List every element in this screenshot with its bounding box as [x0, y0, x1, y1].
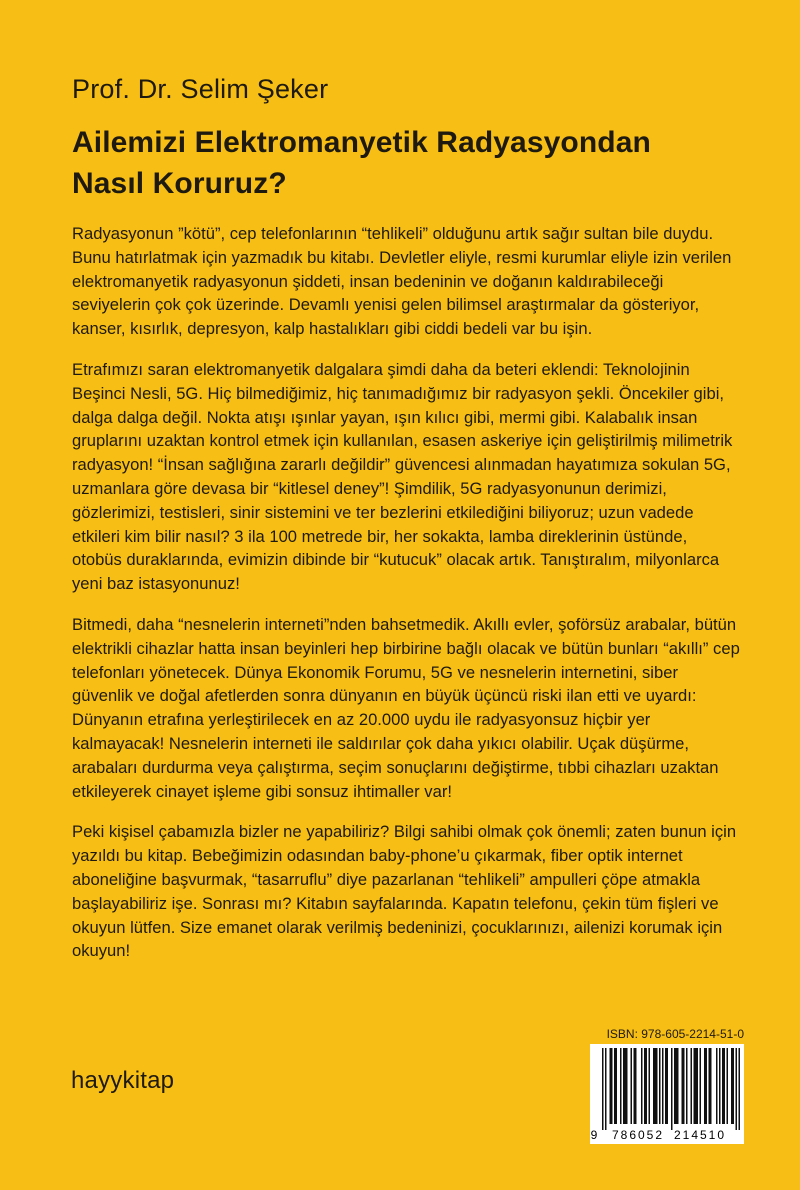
barcode-bar [677, 1048, 679, 1124]
blurb-paragraph-4: Peki kişisel çabamızla bizler ne yapabiliriz? Bilgi sahibi olmak çok önemli; zaten bunun için yazıldı bu kitap. Bebeğimizin odasından baby-phone’u çıkarmak, fiber optik internet aboneliğine başvurmak, “tasarruflu” diye pazarlanan “tehlikeli” ampulleri çöpe atmakla başlayabiliriz işe. Sonrası mı? Kitabın sayfalarında. Kapatın telefonu, çekin tüm fişleri ve okuyun lütfen. Size emanet olarak verilmiş bedeninizi, çocuklarınızı, ailenizi korumak için okuyun! [72, 822, 737, 961]
barcode-bar [653, 1048, 655, 1124]
back-cover-blurb [72, 222, 740, 980]
barcode-left-group: 786052 [611, 1128, 665, 1142]
barcode-right-group: 214510 [673, 1128, 727, 1142]
author-name: Prof. Dr. Selim Şeker [72, 74, 329, 104]
publisher-logo: hayykitap [71, 1067, 175, 1094]
barcode-bar [676, 1048, 678, 1124]
barcode-bar [649, 1048, 651, 1124]
barcode-bar [616, 1048, 618, 1124]
barcode-bar [671, 1048, 673, 1130]
barcode-bar [674, 1048, 676, 1124]
barcode-bar [733, 1048, 735, 1124]
barcode-bar [736, 1048, 738, 1130]
barcode-bar [644, 1048, 646, 1124]
barcode-bar [686, 1048, 688, 1124]
barcode-block [590, 1027, 744, 1144]
barcode-bar [739, 1048, 741, 1130]
book-title-line-1: Ailemizi Elektromanyetik Radyasyondan [72, 126, 651, 159]
barcode-bar [656, 1048, 658, 1124]
barcode-bar [704, 1048, 706, 1124]
barcode-bar [602, 1048, 604, 1130]
barcode-bar [731, 1048, 733, 1124]
barcode-bar [610, 1048, 612, 1124]
barcode-bar [709, 1048, 711, 1124]
barcode-bar [724, 1048, 726, 1124]
barcode-bar [695, 1048, 697, 1124]
blurb-paragraph-2: Etrafımızı saran elektromanyetik dalgalara şimdi daha da beteri eklendi: Teknolojinin Beşinci Nesli, 5G. Hiç bilmediğimiz, hiç tanımadığımız bir radyasyon şekli. Öncekiler gibi, dalga dalga değil. Nokta atışı ışınlar yayan, ışın kılıcı gibi, mermi gibi. Kalabalık insan gruplarını uzaktan kontrol etmek için kullanılan, esasen askeriye için geliştirilmiş milimetrik radyasyon! “İnsan sağlığına zararlı değildir” güvencesi alınmadan hayatımıza sokulan 5G, uzmanlara göre devasa bir “kitlesel deney”! Şimdilik, 5G radyasyonunun derimizi, gözlerimizi, testisleri, sinir sistemini ve ter bezlerini etkilediğini biliyoruz; uzun vadede etkileri kim bilir nasıl? 3 ila 100 metrede bir, her sokakta, lamba direklerinin üstünde, otobüs duraklarında, evimizin dibinde bir “kutucuk” olacak artık. Tanıştıralım, milyonlarca yeni baz istasyonunuz! [72, 359, 733, 594]
barcode-bar [614, 1048, 616, 1124]
barcode-bar [626, 1048, 628, 1124]
book-title [72, 122, 752, 204]
barcode-bar [611, 1048, 613, 1124]
barcode-bar [722, 1048, 724, 1124]
barcode-bar [682, 1048, 684, 1124]
barcode-bar [719, 1048, 721, 1124]
blurb-paragraph-1: Radyasyonun ”kötü”, cep telefonlarının “tehlikeli” olduğunu artık sağır sultan bile duydu. Bunu hatırlatmak için yazmadık bu kitabı. Devletler eliyle, resmi kurumlar eliyle izin verilen elektromanyetik radyasyonun şiddeti, insan bedeninin ve doğanın kaldırabileceği seviyelerin çok çok üzerinde. Devamlı yenisi gelen bilimsel araştırmalar da gösteriyor, kanser, kısırlık, depresyon, kalp hastalıkları gibi ciddi bedeli var bu işin. [72, 224, 732, 339]
barcode-bar [623, 1048, 625, 1124]
barcode-bar [641, 1048, 643, 1124]
barcode-icon [590, 1044, 744, 1144]
isbn-label: ISBN: 978-605-2214-51-0 [606, 1027, 744, 1041]
barcode-bar [620, 1048, 622, 1124]
barcode-bar [716, 1048, 718, 1124]
book-title-line-2: Nasıl Koruruz? [72, 167, 287, 200]
barcode-bar [665, 1048, 667, 1124]
barcode-bar [635, 1048, 637, 1124]
barcode-bar [625, 1048, 627, 1124]
barcode-bar [659, 1048, 661, 1124]
barcode-bar [646, 1048, 648, 1124]
barcode-bar [697, 1048, 699, 1124]
barcode-bar [706, 1048, 708, 1124]
barcode-bar [605, 1048, 607, 1130]
barcode-bar [655, 1048, 657, 1124]
barcode-bar [667, 1048, 669, 1124]
barcode-bar [710, 1048, 712, 1124]
barcode-bar [631, 1048, 633, 1124]
barcode-bar [662, 1048, 664, 1124]
barcode-bar [683, 1048, 685, 1124]
barcode-first-digit: 9 [590, 1128, 598, 1142]
barcode-bar [691, 1048, 693, 1124]
barcode-bar [694, 1048, 696, 1124]
barcode-bar [700, 1048, 702, 1124]
barcode-bar [634, 1048, 636, 1124]
blurb-paragraph-3: Bitmedi, daha “nesnelerin interneti”nden bahsetmedik. Akıllı evler, şoförsüz arabalar, bütün elektrikli cihazlar hatta insan beyinleri hep birbirine bağlı olacak ve bütün bunları “akıllı” cep telefonları yönetecek. Dünya Ekonomik Forumu, 5G ve nesnelerin internetini, siber güvenlik ve doğal afetlerden sonra dünyanın en büyük üçüncü riski ilan etti ve uyardı: Dünyanın etrafına yerleştirilecek en az 20.000 uydu ile radyasyonsuz hiçbir yer kalmayacak! Nesnelerin interneti ile saldırılar çok daha yıkıcı olabilir. Uçak düşürme, arabaları durdurma veya çalıştırma, seçim sonuçlarını değiştirme, tıbbi cihazları uzaktan etkileyerek cinayet işleme gibi sonsuz ihtimaller var! [72, 614, 740, 801]
barcode-bar [727, 1048, 729, 1124]
